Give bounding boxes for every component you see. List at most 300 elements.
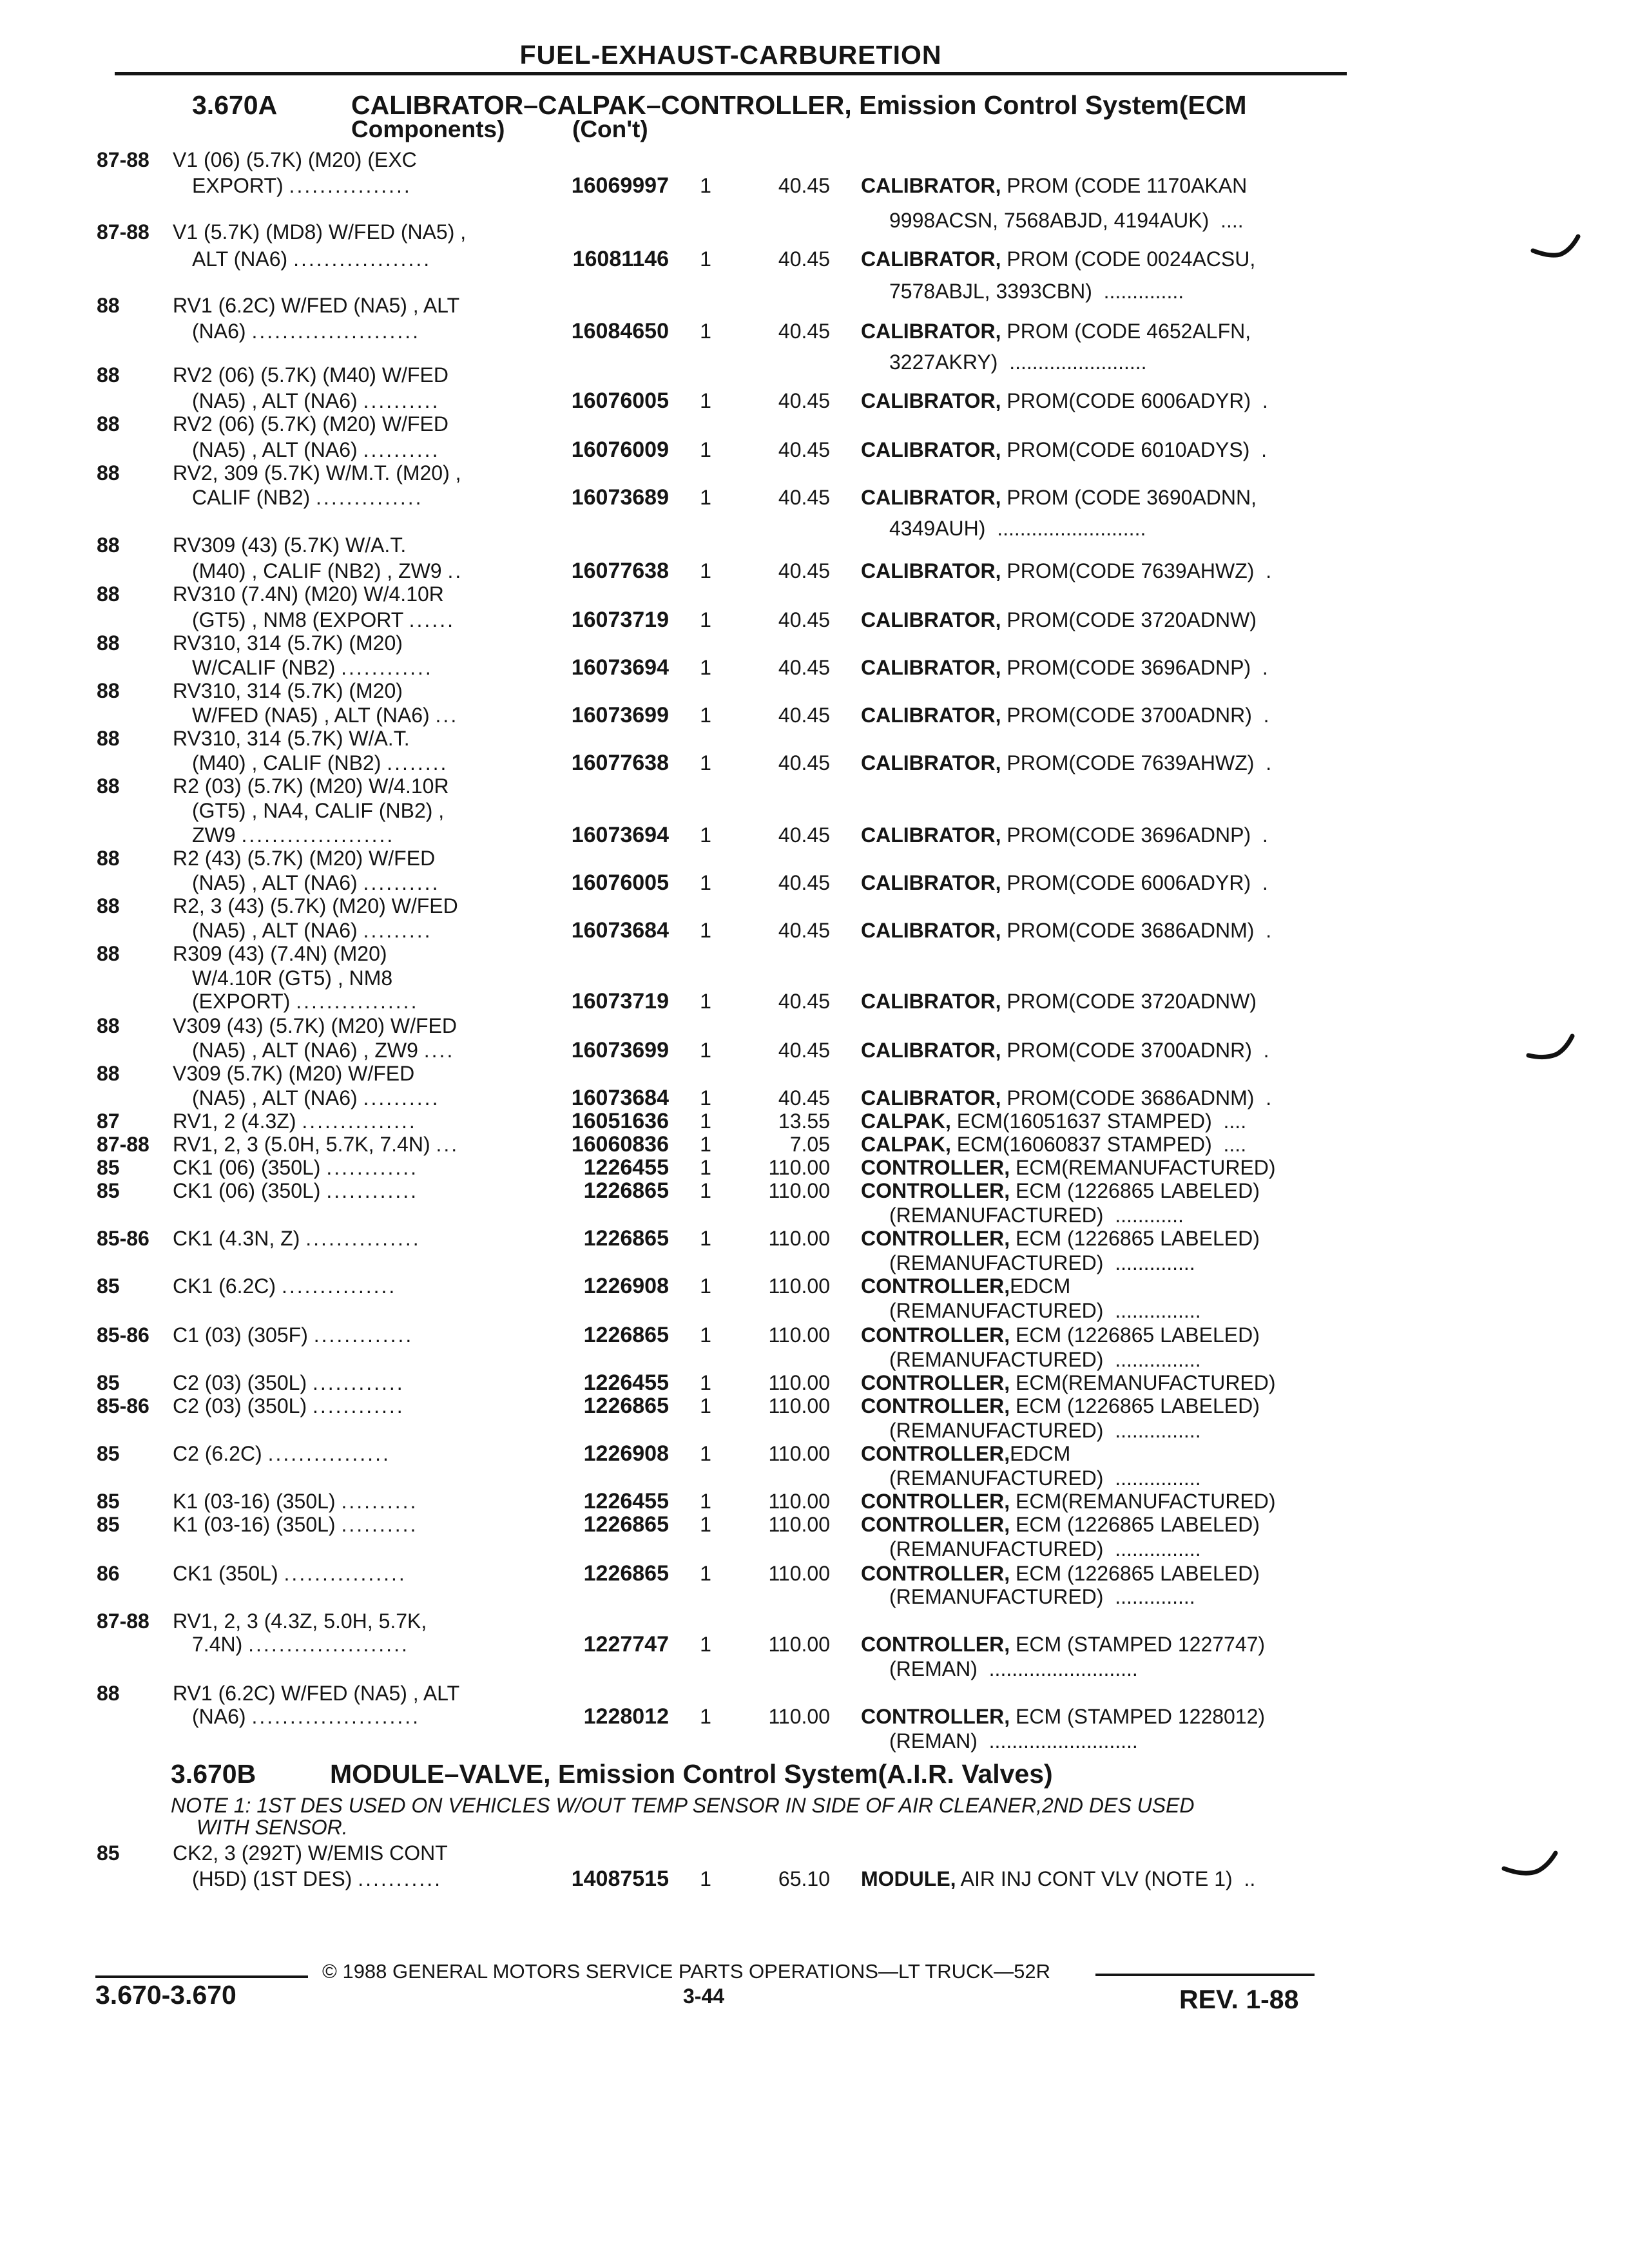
part-row (0, 1704, 1629, 1729)
leader-dots: ... (436, 1133, 459, 1156)
description-text: PROM(CODE 7639AHWZ) . (1001, 559, 1272, 582)
quantity: 1 (700, 438, 711, 461)
part-number: 16077638 (571, 559, 669, 583)
description (889, 1536, 1201, 1562)
model-year: 88 (97, 631, 120, 655)
part-row (0, 1202, 1629, 1228)
price: 40.45 (778, 174, 830, 197)
application (173, 1155, 418, 1180)
part-number: 16073699 (571, 703, 669, 727)
description-text: 7578ABJL, 3393CBN) .............. (889, 280, 1184, 303)
description (861, 1631, 1265, 1657)
application-text: K1 (03-16) (350L) (173, 1490, 336, 1513)
price: 110.00 (768, 1490, 830, 1513)
quantity: 1 (700, 1156, 711, 1179)
section-subtitle-components: Components) (351, 116, 505, 142)
part-number: 1226455 (583, 1370, 669, 1395)
part-number: 1226908 (583, 1441, 669, 1466)
application-text: (NA5) , ALT (NA6) (192, 1086, 358, 1110)
leader-dots: .................... (241, 823, 395, 847)
application-text: (GT5) , NA4, CALIF (NB2) , (192, 799, 445, 822)
application-text: RV1 (6.2C) W/FED (NA5) , ALT (173, 1682, 460, 1705)
application (173, 1273, 396, 1299)
application-text: (NA6) (192, 1705, 246, 1728)
application (192, 655, 433, 680)
part-number: 16073719 (571, 989, 669, 1014)
part-number: 16081146 (572, 247, 669, 271)
application-text: (M40) , CALIF (NB2) , ZW9 (192, 559, 442, 582)
part-number: 16069997 (571, 173, 669, 198)
description-text: PROM(CODE 3700ADNR) . (1001, 704, 1269, 727)
application-text: CK1 (06) (350L) (173, 1156, 321, 1179)
application (192, 1085, 439, 1111)
model-year: 87-88 (97, 148, 149, 171)
description (861, 1085, 1271, 1111)
description (861, 918, 1271, 943)
model-year: 88 (97, 1014, 120, 1037)
part-row (0, 870, 1629, 896)
description (861, 388, 1268, 414)
application (173, 581, 444, 607)
description-name: CALIBRATOR, (861, 174, 1001, 197)
application (192, 318, 420, 344)
model-year: 85-86 (97, 1323, 149, 1347)
part-number: 16076005 (571, 870, 669, 895)
section-title: CALIBRATOR–CALPAK–CONTROLLER, Emission Control System(ECM (351, 90, 1247, 120)
description (889, 1465, 1201, 1491)
leader-dots: ............... (302, 1110, 417, 1133)
model-year: 85 (97, 1274, 120, 1298)
application (192, 822, 394, 848)
leader-dots: ............ (341, 656, 433, 679)
part-row (0, 1512, 1629, 1537)
part-number: 16084650 (571, 319, 669, 343)
application-text: RV2 (06) (5.7K) (M40) W/FED (173, 363, 448, 387)
application-text: (GT5) , NM8 (EXPORT (192, 608, 403, 631)
quantity: 1 (700, 871, 711, 894)
part-row (0, 678, 1629, 704)
application-text: CK2, 3 (292T) W/EMIS CONT (173, 1841, 448, 1865)
price: 40.45 (778, 1086, 830, 1110)
application (192, 918, 432, 943)
application (173, 773, 449, 799)
part-row (0, 773, 1629, 799)
price: 110.00 (768, 1179, 830, 1202)
description (861, 870, 1268, 896)
description-text: ECM(REMANUFACTURED) (1010, 1490, 1276, 1513)
application (173, 1608, 427, 1634)
application (173, 1840, 448, 1866)
quantity: 1 (700, 1086, 711, 1110)
leader-dots: ............... (281, 1274, 397, 1298)
part-row (0, 1155, 1629, 1180)
application-text: (NA5) , ALT (NA6) (192, 389, 358, 412)
description-text: (REMANUFACTURED) .............. (889, 1251, 1195, 1274)
part-row (0, 655, 1629, 680)
description (861, 607, 1257, 633)
application-text: 7.4N) (192, 1633, 243, 1656)
application-text: CK1 (6.2C) (173, 1274, 276, 1298)
application (192, 702, 458, 728)
application-text: W/CALIF (NB2) (192, 656, 336, 679)
price: 40.45 (778, 438, 830, 461)
description (861, 1322, 1260, 1348)
header-rule (115, 72, 1347, 75)
application-text: RV310, 314 (5.7K) (M20) (173, 631, 403, 655)
part-row (0, 798, 1629, 823)
footer-page-number: 3-44 (683, 1984, 725, 2008)
application-text: W/4.10R (GT5) , NM8 (192, 966, 393, 990)
description-text: ECM (STAMPED 1227747) (1010, 1633, 1266, 1656)
quantity: 1 (700, 704, 711, 727)
description (889, 1584, 1195, 1610)
quantity: 1 (700, 1227, 711, 1250)
part-number: 16073684 (571, 918, 669, 943)
part-number: 1226865 (583, 1512, 669, 1537)
description (861, 655, 1268, 680)
section-title: MODULE–VALVE, Emission Control System(A.I.R. Valves) (330, 1759, 1053, 1789)
quantity: 1 (700, 1490, 711, 1513)
description-name: CONTROLLER, (861, 1490, 1010, 1513)
part-number: 16073684 (571, 1086, 669, 1110)
application-text: W/FED (NA5) , ALT (NA6) (192, 704, 430, 727)
description (889, 1418, 1201, 1443)
description-name: CALIBRATOR, (861, 608, 1001, 631)
description-name: CALIBRATOR, (861, 751, 1001, 774)
description (861, 318, 1251, 344)
description-text: EDCM (1010, 1274, 1071, 1298)
model-year: 88 (97, 363, 120, 387)
leader-dots: .......... (341, 1490, 418, 1513)
application (192, 1631, 409, 1657)
model-year: 87-88 (97, 1133, 149, 1156)
description (861, 1370, 1276, 1396)
application-text: (H5D) (1ST DES) (192, 1867, 352, 1890)
application-text: ALT (NA6) (192, 247, 288, 271)
leader-dots: ...... (409, 608, 455, 631)
part-row (0, 1013, 1629, 1039)
model-year: 85 (97, 1841, 120, 1865)
part-row (0, 893, 1629, 919)
application-text: (NA6) (192, 320, 246, 343)
price: 40.45 (778, 247, 830, 271)
leader-dots: .......... (363, 1086, 440, 1110)
price: 110.00 (768, 1633, 830, 1656)
description-name: CONTROLLER, (861, 1179, 1010, 1202)
application (192, 437, 439, 463)
price: 110.00 (768, 1394, 830, 1418)
model-year: 88 (97, 847, 120, 870)
part-row (0, 411, 1629, 437)
description (861, 1178, 1260, 1204)
model-year: 88 (97, 533, 120, 557)
model-year: 88 (97, 679, 120, 702)
application (192, 965, 392, 991)
part-row (0, 581, 1629, 607)
part-row (0, 1608, 1629, 1634)
price: 110.00 (768, 1705, 830, 1728)
application (173, 219, 466, 245)
description-text: ECM (STAMPED 1228012) (1010, 1705, 1266, 1728)
section-note-continued: WITH SENSOR. (197, 1816, 348, 1839)
model-year: 85-86 (97, 1394, 149, 1418)
application-text: C2 (6.2C) (173, 1442, 262, 1465)
quantity: 1 (700, 990, 711, 1013)
model-year: 88 (97, 1682, 120, 1705)
part-row (0, 1488, 1629, 1514)
quantity: 1 (700, 1867, 711, 1890)
description-text: PROM (CODE 1170AKAN (1001, 174, 1248, 197)
part-row (0, 219, 1629, 245)
part-row (0, 1298, 1629, 1323)
part-row (0, 1037, 1629, 1063)
application-text: K1 (03-16) (350L) (173, 1513, 336, 1536)
application (173, 1512, 418, 1537)
application (173, 147, 417, 173)
part-row (0, 1131, 1629, 1157)
leader-dots: ................ (289, 174, 412, 197)
model-year: 86 (97, 1562, 120, 1585)
description (861, 822, 1268, 848)
description (861, 1155, 1276, 1180)
description-text: ECM(REMANUFACTURED) (1010, 1371, 1276, 1394)
part-row (0, 1250, 1629, 1276)
description-name: MODULE, (861, 1867, 956, 1890)
leader-dots: ...................... (251, 1705, 421, 1728)
price: 40.45 (778, 990, 830, 1013)
description-text: (REMANUFACTURED) ............ (889, 1204, 1184, 1227)
model-year: 85-86 (97, 1227, 149, 1250)
description-text: EDCM (1010, 1442, 1071, 1465)
description (861, 750, 1271, 776)
price: 110.00 (768, 1562, 830, 1585)
description-name: CONTROLLER, (861, 1227, 1010, 1250)
description (861, 246, 1255, 272)
section-number: 3.670A (192, 90, 278, 120)
description (861, 485, 1257, 510)
description-name: CONTROLLER, (861, 1371, 1010, 1394)
description-text: (REMANUFACTURED) ............... (889, 1419, 1201, 1442)
quantity: 1 (700, 1394, 711, 1418)
price: 110.00 (768, 1513, 830, 1536)
model-year: 85 (97, 1156, 120, 1179)
part-row (0, 532, 1629, 558)
quantity: 1 (700, 389, 711, 412)
model-year: 88 (97, 942, 120, 965)
application (173, 1488, 418, 1514)
application (173, 460, 461, 486)
model-year: 87-88 (97, 220, 149, 244)
model-year: 88 (97, 727, 120, 750)
description-name: CONTROLLER, (861, 1323, 1010, 1347)
price: 110.00 (768, 1227, 830, 1250)
leader-dots: .......... (363, 389, 440, 412)
price: 40.45 (778, 608, 830, 631)
price: 110.00 (768, 1156, 830, 1179)
model-year: 88 (97, 894, 120, 918)
leader-dots: .......... (363, 438, 440, 461)
quantity: 1 (700, 1110, 711, 1133)
application-text: CK1 (350L) (173, 1562, 278, 1585)
application (192, 246, 431, 272)
price: 65.10 (778, 1867, 830, 1890)
application-text: RV1, 2 (4.3Z) (173, 1110, 296, 1133)
description-text: ECM (1226865 LABELED) (1010, 1394, 1260, 1418)
part-row (0, 1866, 1629, 1892)
description (861, 173, 1247, 198)
description-text: PROM(CODE 3686ADNM) . (1001, 919, 1272, 942)
application (192, 988, 418, 1014)
part-row (0, 1225, 1629, 1251)
part-number: 16073689 (571, 485, 669, 510)
model-year: 85 (97, 1490, 120, 1513)
model-year: 85 (97, 1442, 120, 1465)
part-number: 14087515 (571, 1867, 669, 1891)
part-row (0, 460, 1629, 486)
application (173, 845, 435, 871)
description (889, 1250, 1195, 1276)
part-number: 16073719 (571, 608, 669, 632)
price: 110.00 (768, 1371, 830, 1394)
leader-dots: ........... (358, 1867, 443, 1890)
application (173, 1061, 414, 1086)
quantity: 1 (700, 1274, 711, 1298)
description-name: CALIBRATOR, (861, 704, 1001, 727)
description-name: CALIBRATOR, (861, 919, 1001, 942)
part-number: 16077638 (571, 751, 669, 775)
leader-dots: .. (447, 559, 463, 582)
description (861, 1131, 1246, 1157)
price: 110.00 (768, 1323, 830, 1347)
application-text: (M40) , CALIF (NB2) (192, 751, 381, 774)
part-number: 16076009 (571, 437, 669, 462)
part-row (0, 1536, 1629, 1562)
description-name: CALIBRATOR, (861, 486, 1001, 509)
quantity: 1 (700, 1442, 711, 1465)
part-number: 16051636 (571, 1109, 669, 1133)
description-text: PROM(CODE 7639AHWZ) . (1001, 751, 1272, 774)
description-text: 4349AUH) .......................... (889, 517, 1146, 540)
price: 40.45 (778, 320, 830, 343)
description-text: PROM (CODE 4652ALFN, (1001, 320, 1251, 343)
application-text: R2 (03) (5.7K) (M20) W/4.10R (173, 774, 449, 798)
leader-dots: ........ (387, 751, 448, 774)
description-text: ECM (1226865 LABELED) (1010, 1562, 1260, 1585)
description (861, 1441, 1070, 1466)
model-year: 88 (97, 774, 120, 798)
application-text: C1 (03) (305F) (173, 1323, 308, 1347)
description-text: PROM(CODE 6010ADYS) . (1001, 438, 1268, 461)
footer-copyright: © 1988 GENERAL MOTORS SERVICE PARTS OPERATIONS—LT TRUCK—52R (322, 1960, 1050, 1983)
description-name: CALIBRATOR, (861, 1039, 1001, 1062)
price: 40.45 (778, 751, 830, 774)
description-text: PROM(CODE 3686ADNM) . (1001, 1086, 1272, 1110)
part-row (0, 1322, 1629, 1348)
part-row (0, 822, 1629, 848)
footer-rule-right (1095, 1974, 1315, 1976)
description-name: CONTROLLER, (861, 1394, 1010, 1418)
description-name: CONTROLLER, (861, 1562, 1010, 1585)
description (861, 702, 1269, 728)
application (173, 1178, 418, 1204)
quantity: 1 (700, 1179, 711, 1202)
leader-dots: ............ (312, 1394, 405, 1418)
part-row (0, 988, 1629, 1014)
description (861, 1225, 1260, 1251)
application (173, 941, 387, 966)
application (173, 1225, 421, 1251)
description-text: AIR INJ CONT VLV (NOTE 1) .. (956, 1867, 1256, 1890)
footer-revision: REV. 1-88 (1179, 1984, 1299, 2014)
part-row (0, 293, 1629, 318)
description-text: (REMANUFACTURED) ............... (889, 1348, 1201, 1371)
description (889, 1298, 1201, 1323)
application-text: CALIF (NB2) (192, 486, 311, 509)
application (192, 750, 448, 776)
application (173, 1322, 413, 1348)
leader-dots: ................ (267, 1442, 390, 1465)
part-number: 1226455 (583, 1489, 669, 1514)
part-row (0, 1728, 1629, 1754)
application-text: CK1 (4.3N, Z) (173, 1227, 300, 1250)
leader-dots: ................ (284, 1562, 407, 1585)
leader-dots: ................ (296, 990, 419, 1013)
quantity: 1 (700, 247, 711, 271)
part-row (0, 750, 1629, 776)
model-year: 87-88 (97, 1610, 149, 1633)
part-row (0, 173, 1629, 198)
part-row (0, 1347, 1629, 1372)
description (889, 1656, 1138, 1682)
price: 40.45 (778, 823, 830, 847)
part-number: 16076005 (571, 389, 669, 413)
part-row (0, 1561, 1629, 1586)
application-text: (EXPORT) (192, 990, 291, 1013)
description (861, 1512, 1260, 1537)
leader-dots: .... (423, 1039, 455, 1062)
application-text: EXPORT) (192, 174, 284, 197)
description-text: (REMANUFACTURED) .............. (889, 1585, 1195, 1608)
part-row (0, 1370, 1629, 1396)
part-row (0, 845, 1629, 871)
section-heading-3-670a (192, 90, 1352, 148)
description-text: ECM (1226865 LABELED) (1010, 1323, 1260, 1347)
leader-dots: .............. (316, 486, 423, 509)
application-text: (NA5) , ALT (NA6) (192, 438, 358, 461)
model-year: 85 (97, 1513, 120, 1536)
part-number: 1228012 (583, 1704, 669, 1729)
part-row (0, 1273, 1629, 1299)
description (861, 1273, 1070, 1299)
description-text: (REMAN) .......................... (889, 1657, 1138, 1680)
application (192, 870, 439, 896)
description-text: PROM (CODE 0024ACSU, (1001, 247, 1256, 271)
part-row (0, 726, 1629, 751)
description-name: CONTROLLER, (861, 1156, 1010, 1179)
application (173, 1680, 459, 1706)
section-number: 3.670B (171, 1759, 256, 1789)
price: 40.45 (778, 486, 830, 509)
application (173, 678, 403, 704)
part-row (0, 1840, 1629, 1866)
description-text: PROM(CODE 3700ADNR) . (1001, 1039, 1269, 1062)
application (173, 411, 448, 437)
part-row (0, 388, 1629, 414)
description-text: PROM(CODE 3720ADNW) (1001, 990, 1257, 1013)
application (173, 293, 459, 318)
application (173, 630, 403, 656)
description-text: (REMAN) .......................... (889, 1729, 1138, 1753)
